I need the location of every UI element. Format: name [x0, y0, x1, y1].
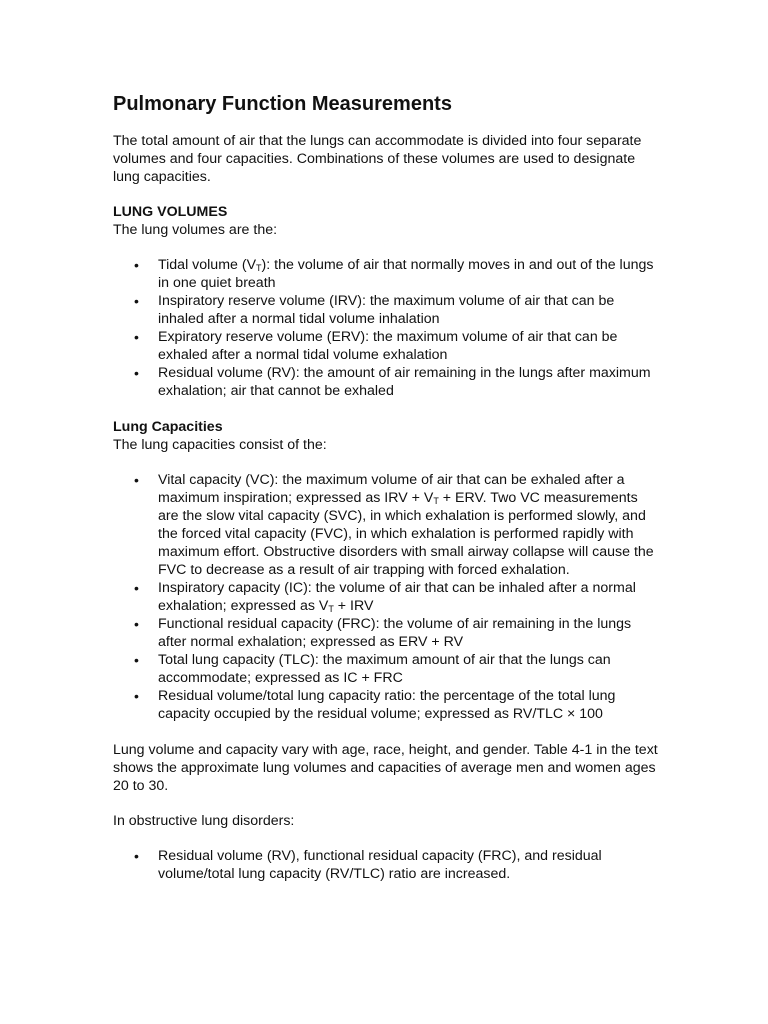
list-item: • Residual volume (RV), functional residual capacity (FRC), and residual volume/total lung capacity (RV/TLC) ratio are increased. — [113, 847, 661, 883]
lung-volumes-list — [113, 256, 661, 400]
list-item: • Inspiratory reserve volume (IRV): the maximum volume of air that can be inhaled after a normal tidal volume inhalation — [113, 292, 661, 328]
list-item: • Expiratory reserve volume (ERV): the maximum volume of air that can be exhaled after a normal tidal volume exhalation — [113, 328, 661, 364]
variation-paragraph: Lung volume and capacity vary with age, race, height, and gender. Table 4-1 in the text shows the approximate lung volumes and capacities of average men and women ages 20 to 30. — [113, 742, 658, 794]
list-item: • Functional residual capacity (FRC): the volume of air remaining in the lungs after normal exhalation; expressed as ERV + RV — [113, 615, 661, 651]
intro-paragraph: The total amount of air that the lungs can accommodate is divided into four separate volumes and four capacities. Combinations of these volumes are used to designate lung capacities. — [113, 133, 642, 185]
document-page — [113, 92, 661, 901]
lung-volumes-lead: The lung volumes are the: — [113, 222, 278, 238]
obstructive-lead: In obstructive lung disorders: — [113, 813, 295, 829]
lung-capacities-list — [113, 471, 661, 723]
list-item: • Residual volume/total lung capacity ratio: the percentage of the total lung capacity occupied by the residual volume; expressed as RV/TLC × 100 — [113, 687, 661, 723]
lung-capacities-heading: Lung Capacities — [113, 419, 223, 435]
list-item: • Total lung capacity (TLC): the maximum amount of air that the lungs can accommodate; expressed as IC + FRC — [113, 651, 661, 687]
page-title: Pulmonary Function Measurements — [113, 93, 452, 115]
list-item: • Inspiratory capacity (IC): the volume of air that can be inhaled after a normal exhalation; expressed as $V_T$ + IRV — [113, 579, 661, 615]
lung-volumes-heading: LUNG VOLUMES — [113, 204, 228, 220]
obstructive-list — [113, 847, 661, 883]
list-item: • Vital capacity (VC): the maximum volume of air that can be exhaled after a maximum inspiration; expressed as IRV + $V_T$ + ERV. Two VC measurements are the slow vital capacity (SVC), in which exhalation is performed slowly, and the forced vital capacity (FVC), in which exhalation is performed rapidly with maximum effort. Obstructive disorders with small airway collapse will cause the FVC to decrease as a result of air trapping with forced exhalation. — [113, 471, 661, 579]
list-item: • Tidal volume $(V_T)$: the volume of air that normally moves in and out of the lungs in one quiet breath — [113, 256, 661, 292]
lung-capacities-lead: The lung capacities consist of the: — [113, 437, 327, 453]
list-item: • Residual volume (RV): the amount of air remaining in the lungs after maximum exhalation; air that cannot be exhaled — [113, 364, 661, 400]
